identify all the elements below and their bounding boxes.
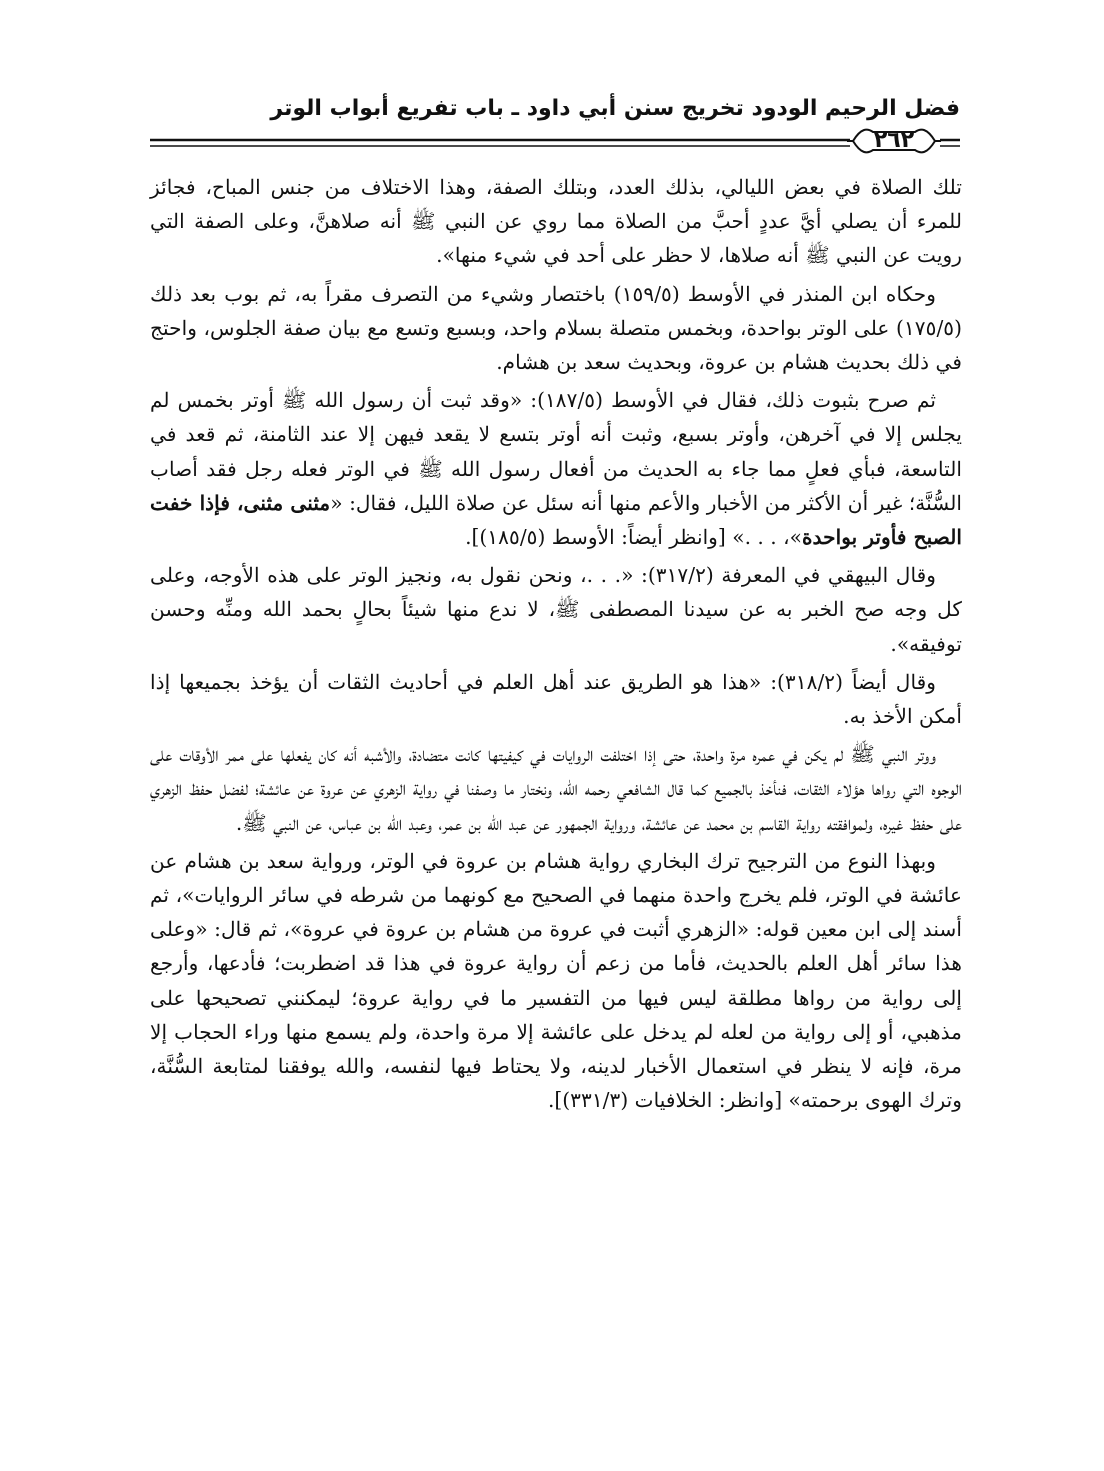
paragraph-text: وحكاه ابن المنذر في الأوسط (١٥٩/٥) باختصار وشيء من التصرف مقراً به، ثم بوب بعد ذلك (١٧٥/٥) على الوتر بواحدة، وبخمس متصلة بسلام واحد، وبسبع وتسع مع بيان صفة الجلوس، واحتج في ذلك بحديث هشام بن عروة، وبحديث سعد بن هشام. bbox=[150, 281, 962, 375]
header-rule bbox=[150, 134, 960, 154]
paragraph-text: وبهذا النوع من الترجيح ترك البخاري رواية هشام بن عروة في الوتر، ورواية سعد بن هشام عن عائشة في الوتر، فلم يخرج واحدة منهما في الصحيح مع كونهما من شرطه في سائر الروايات»، ثم أسند إلى ابن معين قوله: «الزهري أثبت في عروة من هشام بن عروة في عروة»، ثم قال: «وعلى هذا سائر أهل العلم بالحديث، فأما من زعم أن رواية عروة في هذا قد اضطربت؛ فأدعها، وأرجع إلى رواية من رواها مطلقة ليس فيها من التفسير ما في رواية عروة؛ ليمكنني تصحيحها على مذهبي، أو إلى رواية من لعله لم يدخل على عائشة إلا مرة واحدة، ولم يسمع منها وراء الحجاب إلا مرة، فإنه لا ينظر في استعمال الأخبار لدينه، ولا يحتاط فيها لنفسه، والله يوفقنا لمتابعة السُّنَّة، وترك الهوى برحمته» [وانظر: الخلافيات (٣٣١/٣)]. bbox=[150, 848, 962, 1113]
paragraph-4 bbox=[150, 558, 962, 661]
main-text bbox=[150, 170, 962, 1121]
page-number: ٢٦٢ bbox=[873, 128, 915, 153]
paragraph-text: وقال أيضاً (٣١٨/٢): «هذا هو الطريق عند أهل العلم في أحاديث الثقات أن يؤخذ بجميعها إذا أمكن الأخذ به. bbox=[150, 669, 962, 729]
header-title: فضل الرحيم الودود تخريج سنن أبي داود ـ باب تفريع أبواب الوتر bbox=[270, 96, 960, 121]
running-header bbox=[150, 92, 960, 154]
paragraph-text: ثم صرح بثبوت ذلك، فقال في الأوسط (١٨٧/٥): «وقد ثبت أن رسول الله ﷺ أوتر بخمس لم يجلس إلا في آخرهن، وأوتر بسبع، وثبت أنه أوتر بتسع لا يقعد فيهن إلا عند الثامنة، ثم قعد في التاسعة، فبأي فعلٍ مما جاء به الحديث من أفعال رسول الله ﷺ في الوتر فعله رجل فقد أصاب السُّنَّة؛ غير أن الأكثر من الأخبار والأعم منها أنه سئل عن صلاة الليل، فقال: « bbox=[150, 388, 962, 515]
header-divider-icon bbox=[150, 134, 960, 154]
paragraph-5 bbox=[150, 665, 962, 733]
page-number-badge bbox=[845, 122, 943, 160]
paragraph-6 bbox=[150, 737, 962, 840]
hadith-quote-bold: مثنى مثنى، فإذا خفت الصبح فأوتر بواحدة bbox=[150, 490, 962, 550]
paragraph-3 bbox=[150, 383, 962, 554]
paragraph-2 bbox=[150, 277, 962, 380]
paragraph-text: وقال البيهقي في المعرفة (٣١٧/٢): «. . .، ونحن نقول به، ونجيز الوتر على هذه الأوجه، وعلى كل وجه صح الخبر به عن سيدنا المصطفى ﷺ، لا ندع منها شيئاً بحالٍ بحمد الله ومنِّه وحسن توفيقه». bbox=[150, 563, 962, 656]
paragraph-1 bbox=[150, 170, 962, 273]
paragraph-7 bbox=[150, 844, 962, 1118]
paragraph-text: تلك الصلاة في بعض الليالي، بذلك العدد، وبتلك الصفة، وهذا الاختلاف من جنس المباح، فجائز للمرء أن يصلي أيَّ عددٍ أحبَّ من الصلاة مما روي عن النبي ﷺ أنه صلاهنَّ، وعلى الصفة التي رويت عن النبي ﷺ أنه صلاها، لا حظر على أحد في شيء منها». bbox=[150, 175, 962, 268]
paragraph-text: »، . . .» [وانظر أيضاً: الأوسط (١٨٥/٥)]. bbox=[465, 525, 802, 550]
paragraph-text: ووتر النبي ﷺ لم يكن في عمره مرة واحدة، حتى إذا اختلفت الروايات في كيفيتها كانت متضادة، والأشبه أنه كان يفعلها على ممر الأوقات على الوجوه التي رواها هؤلاء الثقات، فنأخذ بالجميع كما قال الشافعي رحمه الله، ونختار ما وصفنا في رواية الزهري عن عروة عن عائشة؛ لفضل حفظ الزهري على حفظ غيره، ولموافقته رواية القاسم بن محمد عن عائشة، ورواية الجمهور عن عبد الله بن عمر، وعبد الله بن عباس، عن النبي ﷺ. bbox=[150, 742, 962, 835]
